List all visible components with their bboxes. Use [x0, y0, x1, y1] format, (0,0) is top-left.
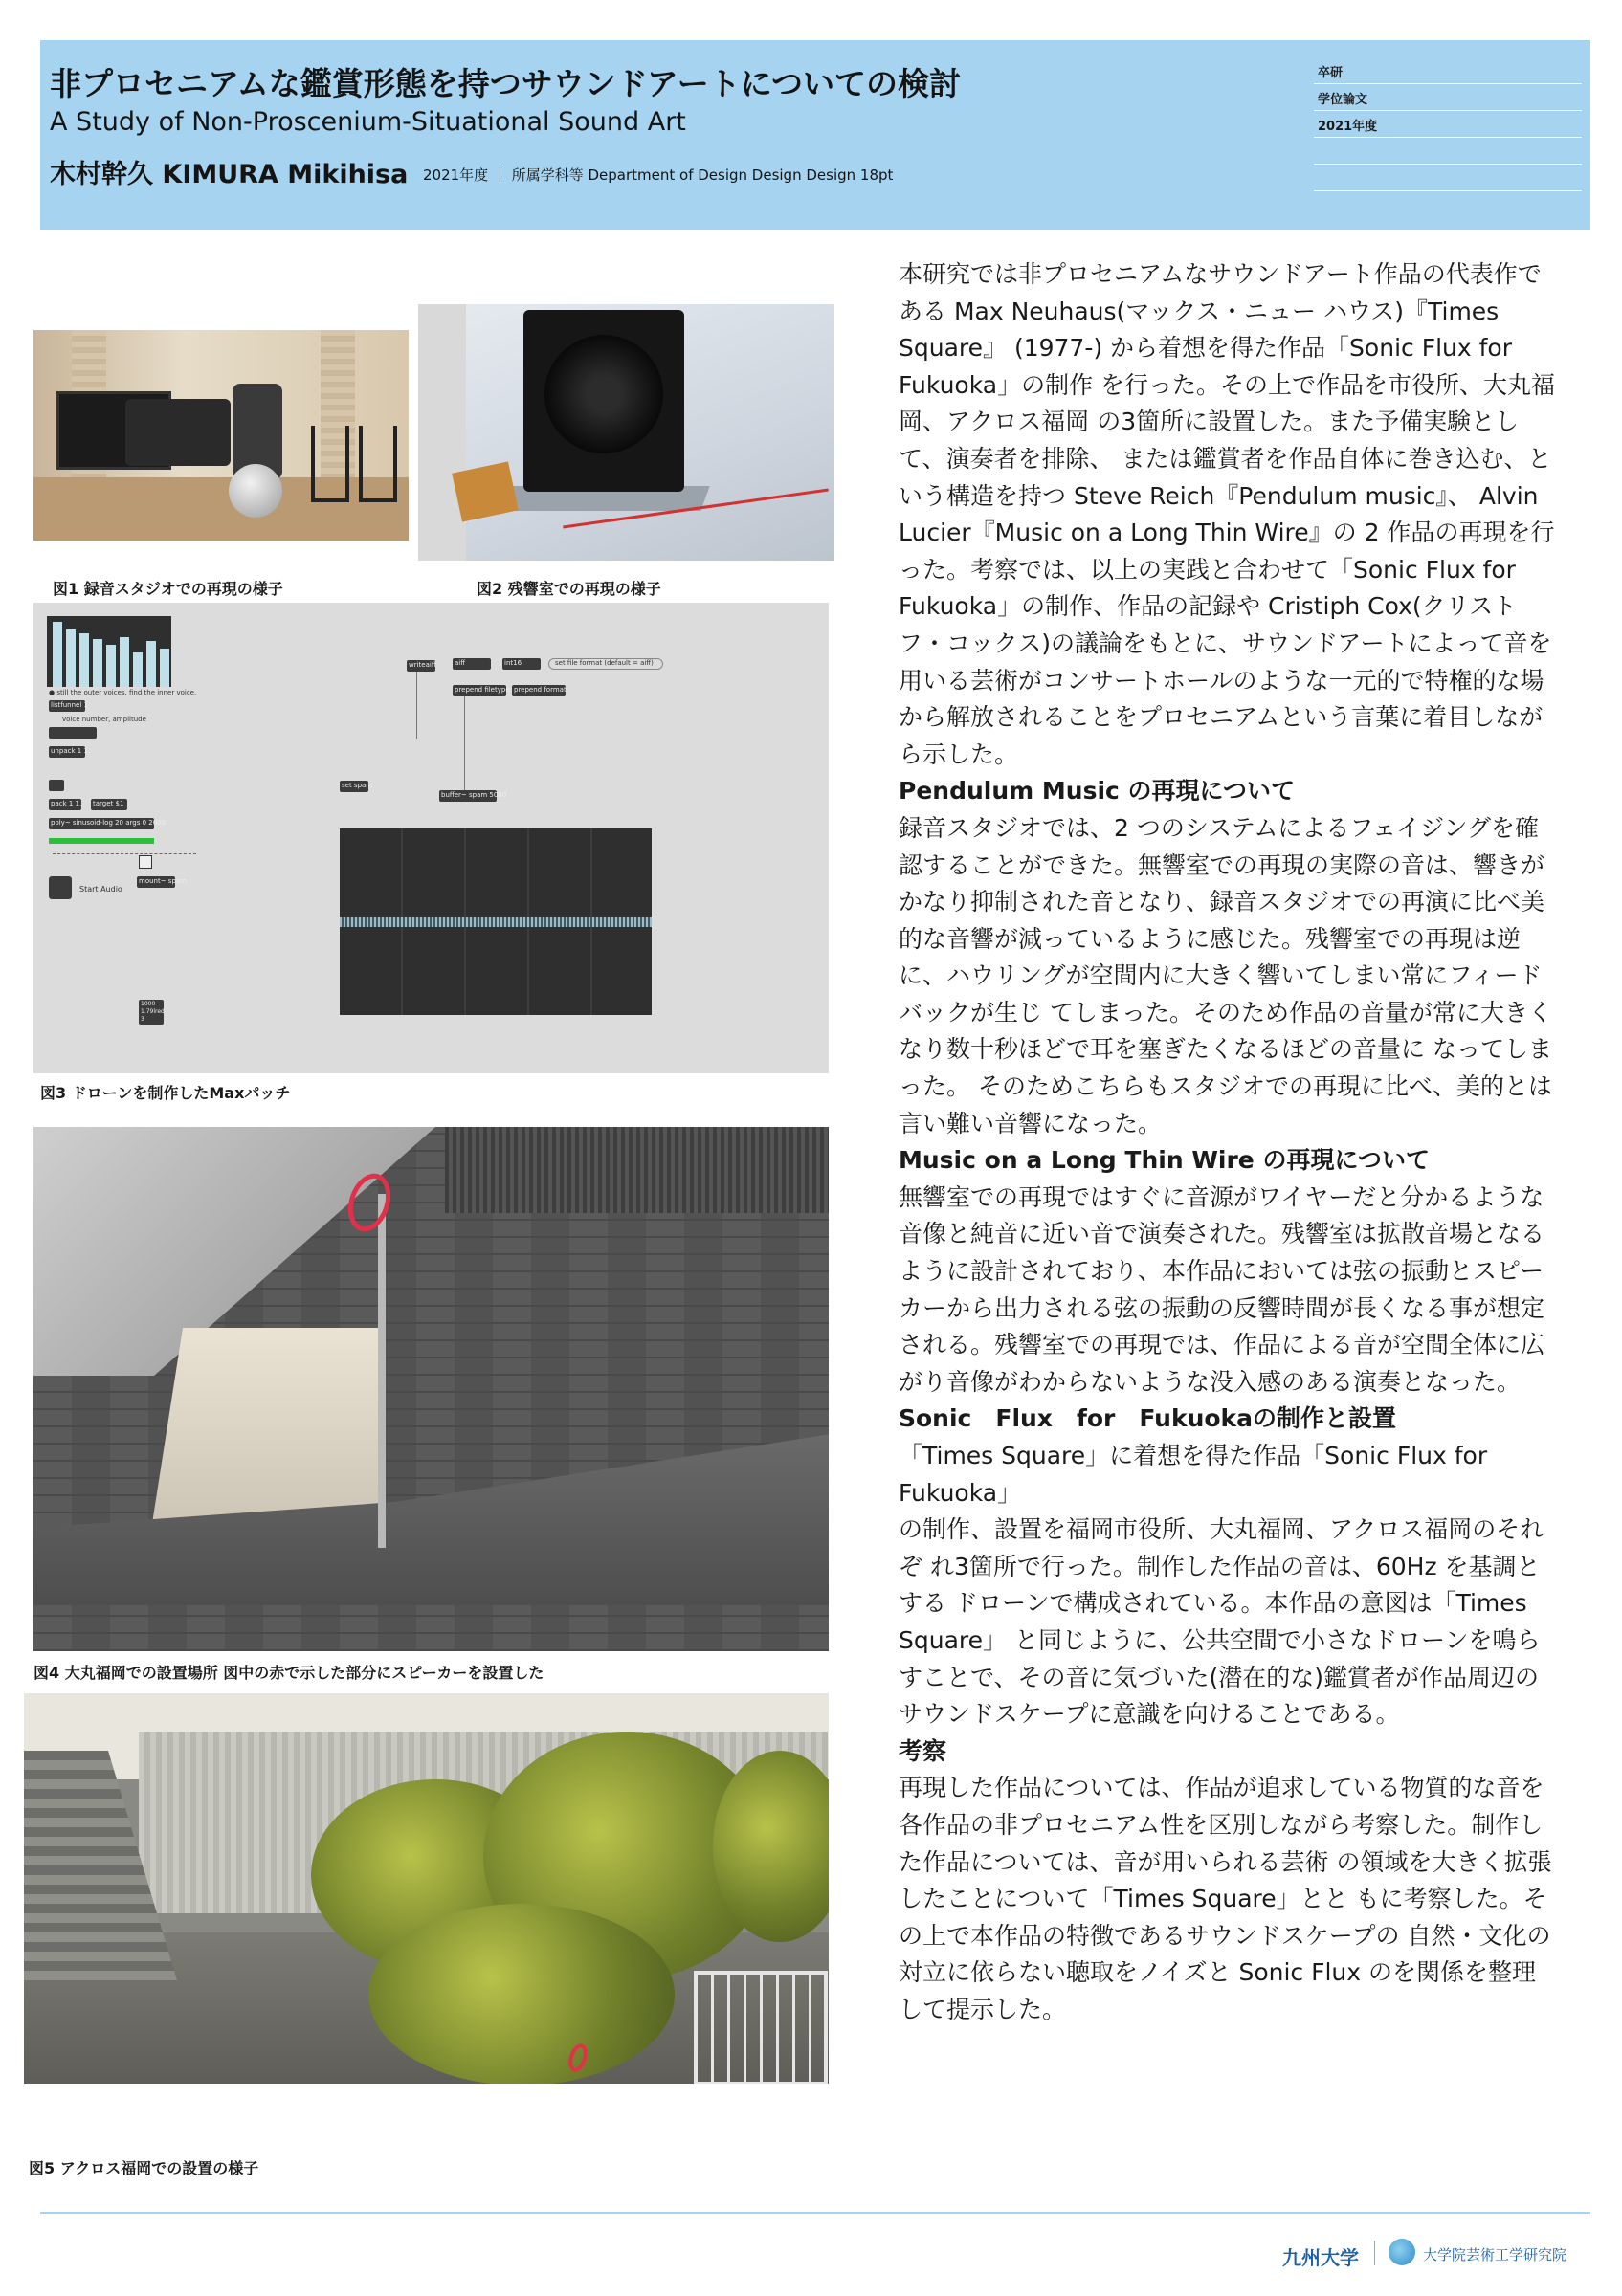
section-text-sonic-flux-a: 「Times Square」に着想を得た作品「Sonic Flux for Fukuoka」	[899, 1442, 1488, 1507]
patch-label: target $1	[93, 800, 124, 807]
patch-object	[49, 727, 97, 739]
patch-label: voice number, amplitude	[62, 716, 146, 723]
patch-label: aiff	[455, 659, 466, 667]
patch-cord	[464, 696, 465, 790]
section-text-long-thin-wire: 無響室での再現ではすぐに音源がワイヤーだと分かるような 音像と純音に近い音で演奏された。残響室は拡散音場となる ように設計されており、本作品においては弦の振動とスピー カーから出力される弦の振動の反響時間が長くなる事が想定 される。残響室での再現では、作品による音が空間全体に広 がり音像がわからないような没入感のある演奏となった。	[899, 1182, 1545, 1396]
handrail-pole	[378, 1194, 386, 1548]
patch-label: 1000 1.79lred 3	[141, 1001, 165, 1023]
slider-bar	[93, 639, 102, 687]
close-icon[interactable]	[139, 855, 152, 869]
patch-label: writeaiff	[409, 661, 436, 669]
slider-bar	[106, 645, 116, 687]
patch-label: pack 1 1.	[51, 800, 82, 807]
studio-amplifier	[125, 399, 231, 466]
patch-label: unpack 1 1.	[51, 747, 91, 755]
figure-1-studio-photo	[33, 330, 409, 541]
intro-paragraph: ある Max Neuhaus(マックス・ニュー ハウス)『Times Square』 (1977-) から着想を得た作品「Sonic Flux for Fukuoka」の制作 を行った。その上で作品を市役所、大丸福岡、アクロス福岡 の3箇所に設置した。また予備実験として、演奏者を排除、 または鑑賞者を作品自体に巻き込む、という構造を持つ Steve Reich『Pendulum music』、 Alvin Lucier『Music on a Long Thin Wire』の 2 作品の再現を行った。考察では、以上の実践と合わせて「Sonic Flux for Fukuoka」の制作、作品の記録や Cristiph Cox(クリストフ・コックス)の議論をもとに、サウンドアートによって音を用いる芸術がコンサートホールのような一元的で特権的な場から解放されることをプロセニアムという言葉に着目しながら示した。	[899, 297, 1556, 768]
patch-label: listfunnel 1	[51, 701, 88, 709]
speaker-icon[interactable]	[49, 876, 72, 899]
patch-object	[49, 780, 64, 791]
slider-bar	[53, 622, 62, 687]
section-text-sonic-flux-b: の制作、設置を福岡市役所、大丸福岡、アクロス福岡のそれぞ れ3箇所で行った。制作した作品の音は、60Hz を基調とする ドローンで構成されている。本作品の意図は「Times Square」 と同じように、公共空間で小さなドローンを鳴らすことで、その音に気づいた(潜在的な)鑑賞者が作品周辺のサウンドスケープに意識を向けることである。	[899, 1515, 1544, 1729]
slider-bar	[120, 637, 129, 687]
footer-department: 大学院芸術工学研究院	[1423, 2246, 1567, 2263]
title-japanese: 非プロセニアムな鑑賞形態を持つサウンドアートについての検討	[50, 65, 962, 102]
tag-sotsuken: 卒研	[1314, 57, 1582, 84]
university-logo-icon	[1389, 2239, 1415, 2265]
section-heading-sonic-flux: Sonic Flux for Fukuokaの制作と設置	[899, 1404, 1397, 1433]
ceiling-vent	[445, 1127, 829, 1213]
reverb-room-panel	[418, 304, 466, 561]
shrub	[368, 1904, 675, 2084]
figure-3-caption: 図3 ドローンを制作したMaxパッチ	[40, 1084, 291, 1102]
figure-2-speaker-photo	[418, 304, 834, 561]
patch-label: poly~ sinusoid-log 20 args 0 2000	[51, 819, 167, 827]
patch-label: buffer~ spam 5000	[441, 791, 507, 799]
figure-4-daimaru-photo	[33, 1127, 829, 1651]
title-english: A Study of Non-Proscenium-Situational Sound Art	[50, 107, 686, 137]
slider-bar	[133, 652, 143, 687]
tag-thesis: 学位論文	[1314, 84, 1582, 111]
header-band	[40, 40, 1590, 230]
slider-bar	[146, 641, 156, 687]
footer-divider	[40, 2212, 1590, 2214]
section-text-pendulum: 録音スタジオでは、2 つのシステムによるフェイジングを確 認することができた。無響室での再現の実際の音は、響きが かなり抑制された音となり、録音スタジオでの再演に比べ美 的な音響が減っているように感じた。残響室での再現は逆に、ハウリングが空間内に大きく響いてしまい常にフィードバックが生じ てしまった。そのため作品の音量が常に大きくなり数十秒ほどで耳を塞ぎたくなるほどの音量に なってしまった。 そのためこちらもスタジオでの再現に比べ、美的とは言い難い音響になった。	[899, 813, 1552, 1137]
footer-separator	[1374, 2241, 1375, 2265]
figure-5-caption: 図5 アクロス福岡での設置の様子	[29, 2159, 259, 2177]
figure-2-caption: 図2 残響室での再現の様子	[477, 580, 661, 598]
studio-microphone-ball	[229, 464, 282, 518]
start-audio-label[interactable]: Start Audio	[79, 885, 122, 894]
intro-line: 本研究では非プロセニアムなサウンドアート作品の代表作で	[899, 260, 1542, 288]
tag-year: 2021年度	[1314, 111, 1582, 138]
patch-label: set file format (default = aiff)	[555, 659, 654, 667]
figure-4-caption: 図4 大丸福岡での設置場所 図中の赤で示した部分にスピーカーを設置した	[33, 1664, 544, 1682]
railing	[694, 1971, 828, 2084]
level-meter	[49, 838, 154, 844]
patch-label: prepend format	[514, 686, 567, 694]
tag-empty-2	[1314, 165, 1582, 191]
figure-3-max-patch	[33, 603, 829, 1073]
studio-floor	[33, 477, 409, 541]
affiliation-meta: 2021年度 ｜ 所属学科等 Department of Design Design Design 18pt	[423, 166, 894, 184]
slider-bar	[66, 629, 76, 687]
patch-hint: ● still the outer voices. find the inner voice.	[49, 689, 197, 696]
patch-label: mount~ spam	[139, 877, 188, 885]
waveform-signal	[340, 917, 652, 927]
section-heading-long-thin-wire: Music on a Long Thin Wire の再現について	[899, 1146, 1430, 1175]
patch-label: prepend filetype	[455, 686, 510, 694]
section-text-discussion: 再現した作品については、作品が追求している物質的な音を 各作品の非プロセニアム性を区別しながら考察した。制作した作品については、音が用いられる芸術 の領域を大きく拡張したことについて「Times Square」とと もに考察した。その上で本作品の特徴であるサウンドスケープの 自然・文化の対立に依らない聴取をノイズと Sonic Flux のを関係を整理して提示した。	[899, 1774, 1552, 2023]
slider-bar	[79, 633, 89, 687]
slider-bar	[160, 649, 169, 687]
speaker-cone	[544, 335, 663, 453]
patch-label: set spam	[342, 782, 373, 789]
patch-cord	[53, 853, 196, 854]
figure-1-caption: 図1 録音スタジオでの再現の様子	[53, 580, 283, 598]
body-text	[899, 256, 1559, 2029]
section-heading-discussion: 考察	[899, 1736, 947, 1765]
speaker-cabinet	[523, 310, 684, 492]
section-heading-pendulum: Pendulum Music の再現について	[899, 777, 1296, 806]
patch-cord	[416, 672, 417, 739]
multislider	[47, 616, 171, 687]
side-tags	[1314, 57, 1582, 191]
footer-university: 九州大学	[1282, 2246, 1359, 2269]
tag-empty-1	[1314, 138, 1582, 165]
figure-5-acros-photo	[24, 1693, 829, 2084]
patch-label: int16	[504, 659, 522, 667]
studio-chair	[359, 426, 397, 502]
author-name: 木村幹久 KIMURA Mikihisa	[50, 160, 409, 189]
studio-chair	[311, 426, 349, 502]
waveform-display	[340, 828, 652, 1015]
